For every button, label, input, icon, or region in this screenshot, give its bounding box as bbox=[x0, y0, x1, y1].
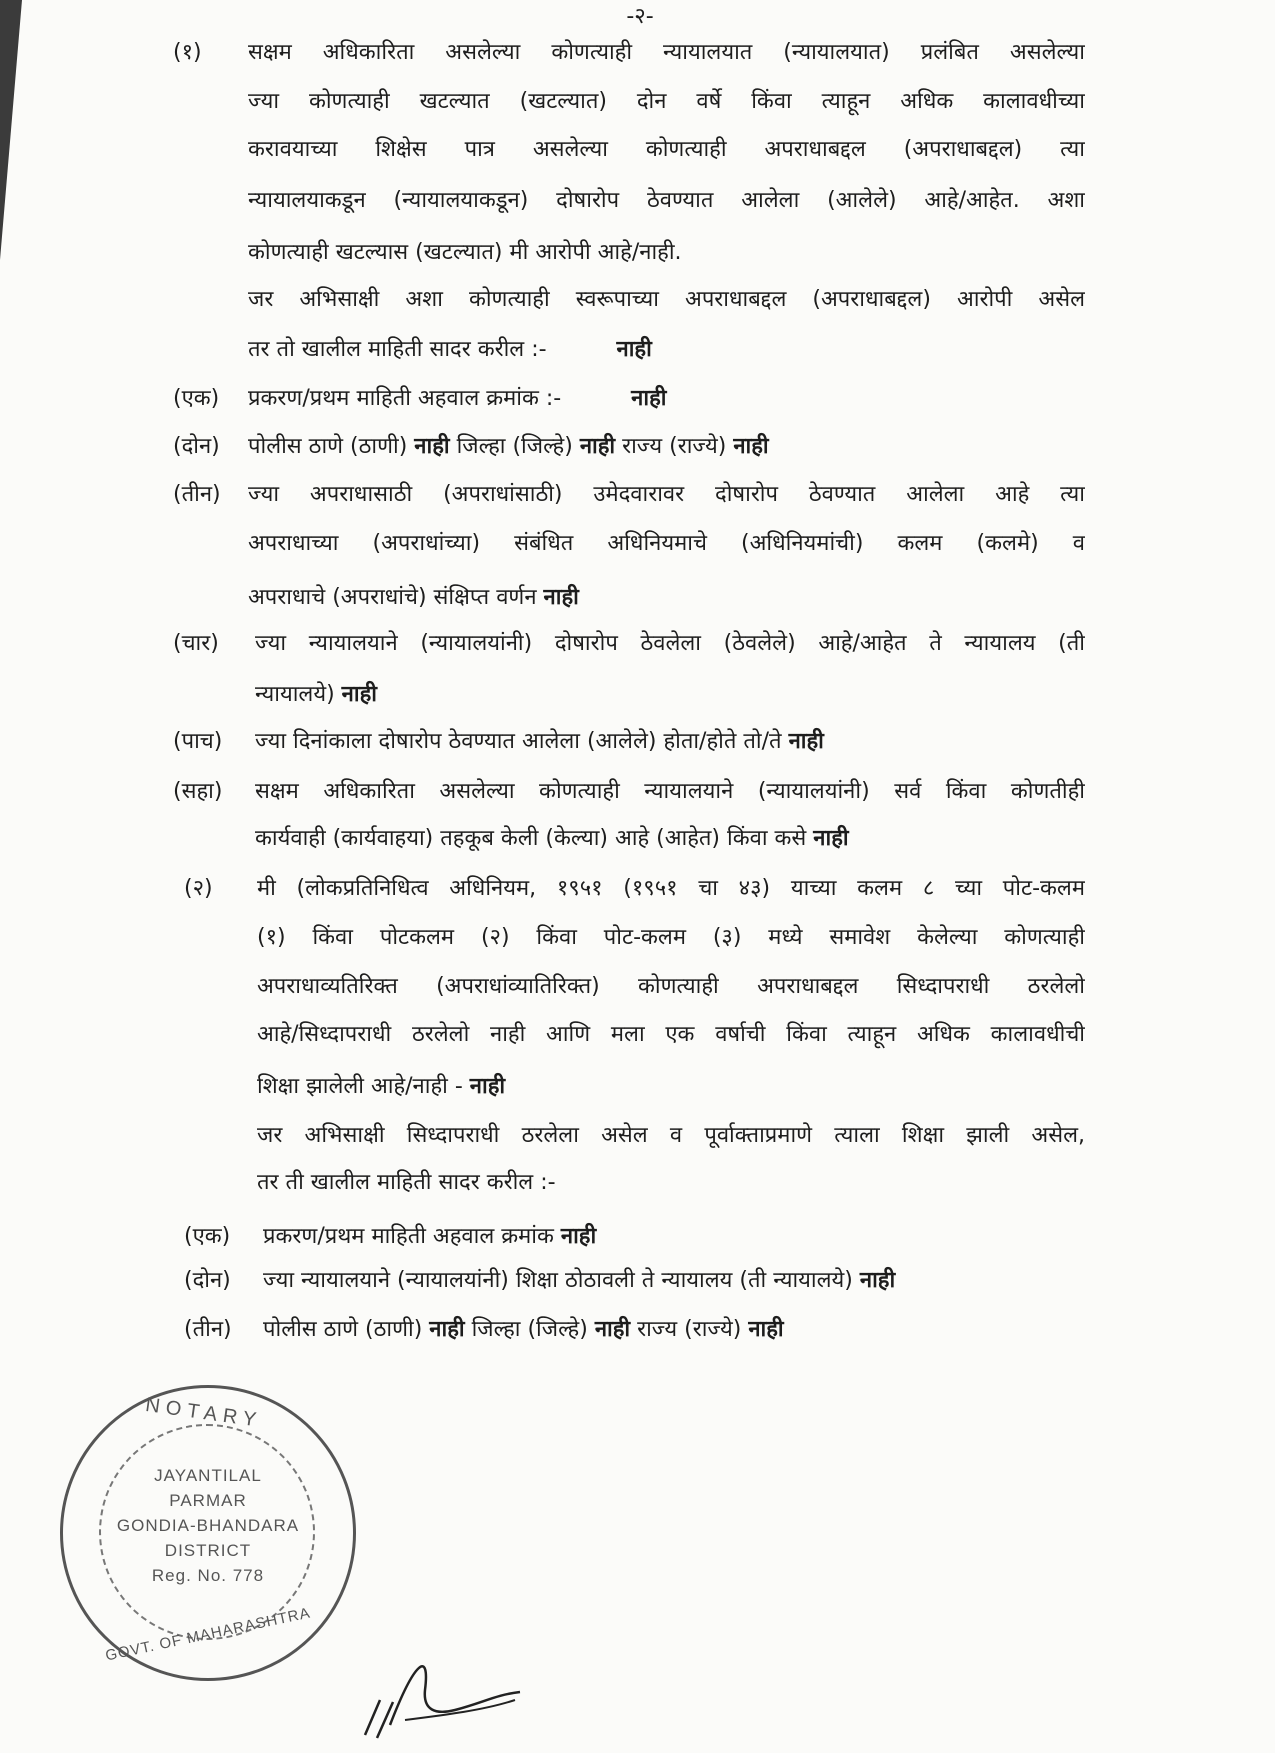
answer-value: नाही bbox=[859, 1268, 896, 1293]
signature bbox=[345, 1640, 545, 1750]
text-line bbox=[248, 285, 1085, 317]
text-line bbox=[248, 38, 1085, 70]
answer-value: नाही bbox=[594, 1317, 631, 1342]
text-segment: आहे/सिध्दापराधी ठरलेलो नाही आणि मला एक वर्षाची किंवा त्याहून अधिक कालावधीची bbox=[257, 1022, 1085, 1047]
text-segment: जिल्हा (जिल्हे) bbox=[464, 1317, 595, 1342]
text-line bbox=[248, 480, 1085, 512]
text-line bbox=[257, 972, 1085, 1004]
text-line bbox=[255, 680, 1085, 712]
text-segment: तर ती खालील माहिती सादर करील :- bbox=[257, 1170, 556, 1195]
text-segment: ज्या न्यायालयाने (न्यायालयांनी) दोषारोप ठेवलेला (ठेवलेले) आहे/आहेत ते न्यायालय (ती bbox=[255, 631, 1085, 656]
item-label: (२) bbox=[184, 876, 213, 901]
answer-value: नाही bbox=[788, 729, 824, 754]
text-segment: राज्य (राज्ये) bbox=[615, 434, 734, 459]
text-segment: मी (लोकप्रतिनिधित्व अधिनियम, १९५१ (१९५१ चा ४३) याच्या कलम ८ च्या पोट-कलम bbox=[257, 876, 1085, 901]
answer-value: नाही bbox=[733, 434, 769, 459]
text-line bbox=[248, 432, 1085, 464]
text-segment: सक्षम अधिकारिता असलेल्या कोणत्याही न्यायालयात (न्यायालयात) प्रलंबित असलेल्या bbox=[248, 40, 1085, 65]
text-segment: अपराधाच्या (अपराधांच्या) संबंधित अधिनियमाचे (अधिनियमांची) कलम (कलमे) व bbox=[248, 531, 1085, 556]
item-label: (एक) bbox=[184, 1224, 231, 1249]
stamp-place: GONDIA-BHANDARA bbox=[116, 1516, 300, 1535]
text-segment: जिल्हा (जिल्हे) bbox=[449, 434, 580, 459]
text-segment: जर अभिसाक्षी सिध्दापराधी ठरलेला असेल व पूर्वाक्ताप्रमाणे त्याला शिक्षा झाली असेल, bbox=[257, 1123, 1085, 1148]
stamp-reg-no: Reg. No. 778 bbox=[151, 1566, 265, 1585]
text-segment: ज्या अपराधासाठी (अपराधांसाठी) उमेदवारावर दोषारोप ठेवण्यात आलेला आहे त्या bbox=[248, 482, 1085, 507]
text-line bbox=[263, 1315, 1085, 1347]
text-line bbox=[257, 923, 1085, 955]
item-label: (१) bbox=[173, 40, 202, 65]
text-segment: राज्य (राज्ये) bbox=[630, 1317, 749, 1342]
stamp-bottom-arc: GOVT. OF MAHARASHTRA bbox=[103, 1604, 313, 1665]
text-segment: करावयाच्या शिक्षेस पात्र असलेल्या कोणत्याही अपराधाबद्दल (अपराधाबद्दल) त्या bbox=[248, 137, 1085, 162]
text-segment: ज्या न्यायालयाने (न्यायालयांनी) शिक्षा ठोठावली ते न्यायालय (ती न्यायालये) bbox=[263, 1268, 860, 1293]
text-line bbox=[257, 1072, 1085, 1104]
answer-value: नाही bbox=[429, 1317, 465, 1342]
item-label: (पाच) bbox=[173, 729, 223, 754]
text-line bbox=[255, 777, 1085, 809]
text-segment: शिक्षा झालेली आहे/नाही - bbox=[257, 1074, 470, 1099]
answer-value: नाही bbox=[469, 1074, 506, 1099]
item-label: (तीन) bbox=[184, 1317, 232, 1342]
text-line bbox=[248, 384, 1085, 416]
answer-value: नाही bbox=[813, 826, 849, 851]
text-segment: कार्यवाही (कार्यवाहया) तहकूब केली (केल्या) आहे (आहेत) किंवा कसे bbox=[255, 826, 814, 851]
item-label: (चार) bbox=[173, 631, 219, 656]
text-segment: ज्या कोणत्याही खटल्यात (खटल्यात) दोन वर्षे किंवा त्याहून अधिक कालावधीच्या bbox=[248, 89, 1085, 114]
answer-value: नाही bbox=[579, 434, 616, 459]
text-line bbox=[255, 824, 1085, 856]
answer-value: नाही bbox=[748, 1317, 784, 1342]
text-segment: ज्या दिनांकाला दोषारोप ठेवण्यात आलेला (आलेले) होता/होते तो/ते bbox=[255, 729, 789, 754]
text-segment: अपराधाव्यतिरिक्त (अपराधांव्यातिरिक्त) कोणत्याही अपराधाबद्दल सिध्दापराधी ठरलेलो bbox=[257, 974, 1085, 999]
answer-value: नाही bbox=[631, 386, 667, 411]
answer-value: नाही bbox=[560, 1224, 597, 1249]
text-segment: न्यायालयाकडून (न्यायालयाकडून) दोषारोप ठेवण्यात आलेला (आलेले) आहे/आहेत. अशा bbox=[248, 188, 1085, 213]
text-line bbox=[255, 727, 1085, 759]
text-line bbox=[248, 335, 1085, 367]
stamp-name-1: JAYANTILAL bbox=[154, 1466, 262, 1485]
text-line bbox=[257, 874, 1085, 906]
text-line bbox=[257, 1020, 1085, 1052]
stamp-district: DISTRICT bbox=[164, 1541, 252, 1560]
text-segment: (१) किंवा पोटकलम (२) किंवा पोट-कलम (३) मध्ये समावेश केलेल्या कोणत्याही bbox=[257, 925, 1085, 950]
item-label: (दोन) bbox=[173, 434, 220, 459]
scan-edge-shadow bbox=[0, 0, 22, 260]
text-line bbox=[248, 529, 1085, 561]
answer-value: नाही bbox=[616, 337, 652, 362]
item-label: (एक) bbox=[173, 386, 220, 411]
text-line bbox=[257, 1168, 1085, 1200]
text-segment: जर अभिसाक्षी अशा कोणत्याही स्वरूपाच्या अपराधाबद्दल (अपराधाबद्दल) आरोपी असेल bbox=[248, 287, 1085, 312]
answer-value: नाही bbox=[341, 682, 377, 707]
text-line bbox=[248, 135, 1085, 167]
text-line bbox=[248, 186, 1085, 218]
answer-value: नाही bbox=[414, 434, 450, 459]
text-segment: कोणत्याही खटल्यास (खटल्यात) मी आरोपी आहे/नाही. bbox=[248, 240, 682, 265]
text-line bbox=[257, 1121, 1085, 1153]
item-label: (दोन) bbox=[184, 1268, 231, 1293]
text-segment: प्रकरण/प्रथम माहिती अहवाल क्रमांक bbox=[263, 1224, 561, 1249]
text-segment: पोलीस ठाणे (ठाणी) bbox=[248, 434, 415, 459]
answer-value: नाही bbox=[543, 585, 579, 610]
text-segment: न्यायालये) bbox=[255, 682, 342, 707]
item-label: (सहा) bbox=[173, 779, 223, 804]
stamp-name-2: PARMAR bbox=[169, 1491, 247, 1510]
text-line bbox=[248, 238, 1085, 270]
page-number: -२- bbox=[626, 4, 654, 29]
text-segment: अपराधाचे (अपराधांचे) संक्षिप्त वर्णन bbox=[248, 585, 544, 610]
stamp-top-arc: NOTARY bbox=[144, 1393, 264, 1433]
text-segment: तर तो खालील माहिती सादर करील :- bbox=[248, 337, 617, 362]
text-line bbox=[255, 629, 1085, 661]
text-line bbox=[248, 583, 1085, 615]
text-segment: सक्षम अधिकारिता असलेल्या कोणत्याही न्यायालयाने (न्यायालयांनी) सर्व किंवा कोणतीही bbox=[255, 779, 1085, 804]
item-label: (तीन) bbox=[173, 482, 221, 507]
text-line bbox=[263, 1222, 1085, 1254]
text-segment: प्रकरण/प्रथम माहिती अहवाल क्रमांक :- bbox=[248, 386, 632, 411]
text-segment: पोलीस ठाणे (ठाणी) bbox=[263, 1317, 430, 1342]
text-line bbox=[248, 87, 1085, 119]
text-line bbox=[263, 1266, 1085, 1298]
notary-stamp bbox=[60, 1385, 356, 1681]
